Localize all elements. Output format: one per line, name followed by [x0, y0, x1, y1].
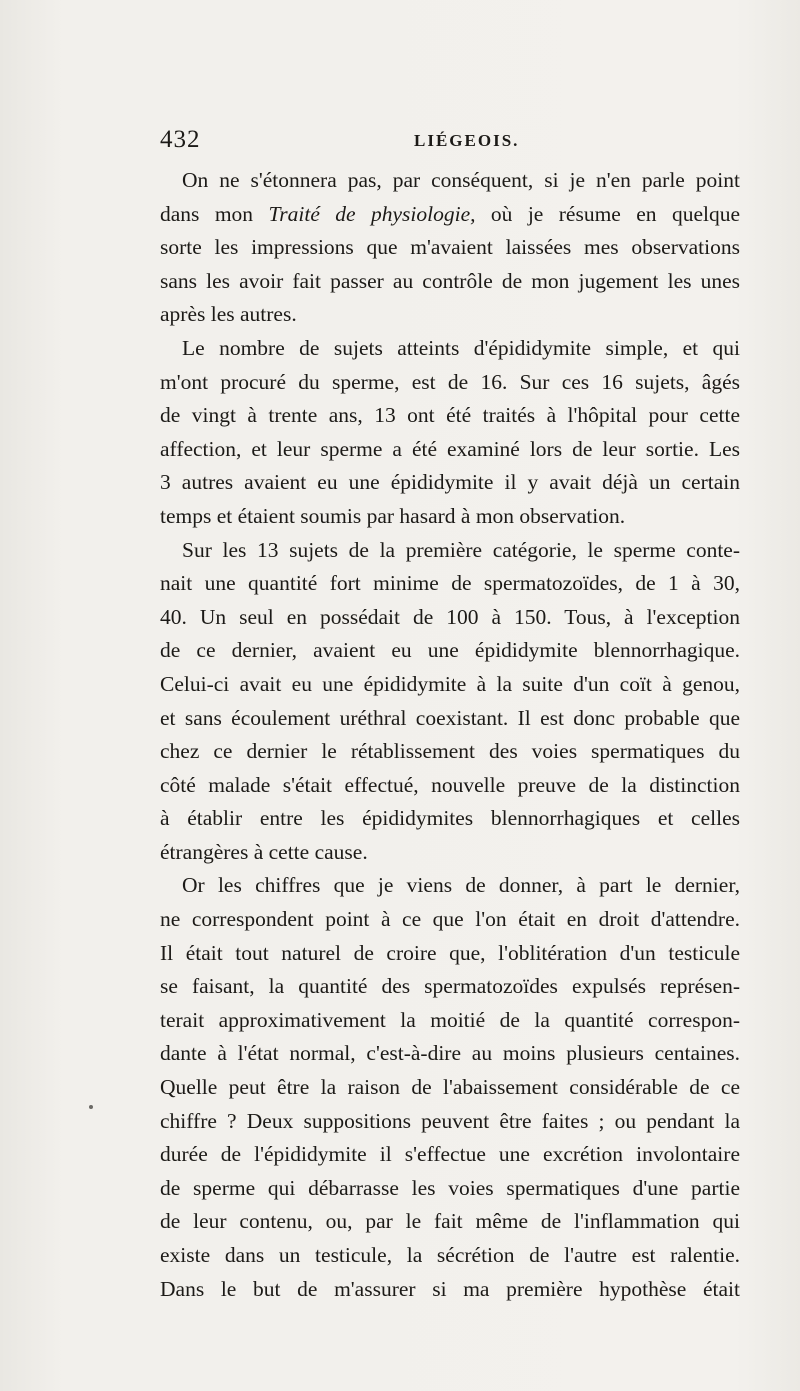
text-line: et sans écoulement uréthral coexistant. Il est donc probable que: [160, 705, 740, 730]
text-line: temps et étaient soumis par hasard à mon observation.: [160, 503, 626, 528]
text-line: Sur les 13 sujets de la première catégorie, le sperme conte-: [182, 537, 740, 562]
text-line: [160, 198, 740, 232]
text-line: nait une quantité fort minime de spermatozoïdes, de 1 à 30,: [160, 571, 740, 596]
text-line: On ne s'étonnera pas, par conséquent, si je n'en parle point: [182, 168, 740, 192]
text-line: se faisant, la quantité des spermatozoïdes expulsés représen-: [160, 974, 740, 999]
text-line: à établir entre les épididymites blennorrhagiques et celles: [160, 806, 740, 831]
text-segment: dans mon: [160, 201, 254, 226]
body-text: [160, 164, 740, 1306]
book-title: Traité de physiologie,: [268, 201, 476, 226]
text-line: sans les avoir fait passer au contrôle de mon jugement les unes: [160, 268, 740, 293]
ink-speck: [89, 1105, 93, 1109]
text-line: existe dans un testicule, la sécrétion de l'autre est ralentie.: [160, 1243, 740, 1267]
text-line: de ce dernier, avaient eu une épididymite blennorrhagique.: [160, 638, 740, 663]
page-number: 432: [160, 126, 201, 153]
text-line: terait approximativement la moitié de la quantité correspon-: [160, 1007, 740, 1032]
text-line: après les autres.: [160, 302, 297, 327]
text-line: Il était tout naturel de croire que, l'oblitération d'un testicule: [160, 940, 740, 965]
text-line: côté malade s'était effectué, nouvelle preuve de la distinction: [160, 772, 740, 797]
text-line: durée de l'épididymite il s'effectue une excrétion involontaire: [160, 1142, 740, 1167]
text-line: sorte les impressions que m'avaient laissées mes observations: [160, 235, 740, 260]
text-line: de leur contenu, ou, par le fait même de l'inflammation qui: [160, 1209, 740, 1234]
running-head: LIÉGEOIS.: [414, 131, 520, 150]
page-header: [160, 126, 740, 160]
text-line: Or les chiffres que je viens de donner, à part le dernier,: [182, 873, 740, 898]
text-line: Quelle peut être la raison de l'abaissement considérable de ce: [160, 1075, 740, 1100]
text-line: ne correspondent point à ce que l'on était en droit d'attendre.: [160, 907, 740, 932]
text-line: affection, et leur sperme a été examiné lors de leur sortie. Les: [160, 436, 740, 461]
text-line: 3 autres avaient eu une épididymite il y avait déjà un certain: [160, 470, 740, 495]
text-line: 40. Un seul en possédait de 100 à 150. Tous, à l'exception: [160, 604, 740, 629]
text-line: Le nombre de sujets atteints d'épididymite simple, et qui: [182, 335, 740, 360]
text-line: de vingt à trente ans, 13 ont été traités à l'hôpital pour cette: [160, 403, 740, 428]
text-segment: où je résume en quelque: [490, 201, 741, 226]
text-line: chez ce dernier le rétablissement des voies spermatiques du: [160, 739, 740, 764]
text-line: Celui-ci avait eu une épididymite à la suite d'un coït à genou,: [160, 671, 740, 696]
text-line: chiffre ? Deux suppositions peuvent être faites ; ou pendant la: [160, 1108, 740, 1133]
text-line: de sperme qui débarrasse les voies spermatiques d'une partie: [160, 1175, 740, 1200]
text-line: étrangères à cette cause.: [160, 839, 368, 864]
text-line: m'ont procuré du sperme, est de 16. Sur ces 16 sujets, âgés: [160, 369, 740, 394]
text-line: Dans le but de m'assurer si ma première hypothèse était: [160, 1276, 740, 1301]
text-line: dante à l'état normal, c'est-à-dire au moins plusieurs centaines.: [160, 1041, 740, 1066]
